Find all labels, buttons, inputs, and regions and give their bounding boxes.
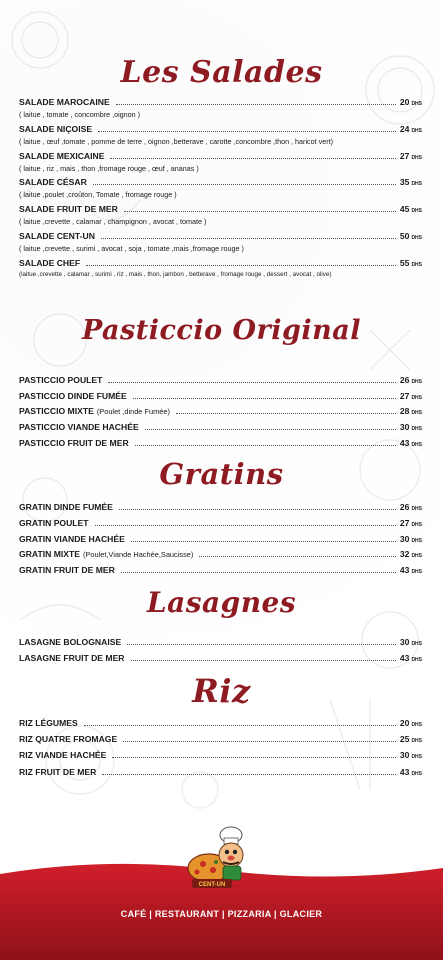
section-title-pasticcio: Pasticcio Original	[81, 315, 362, 346]
dotted-leader	[102, 774, 396, 775]
dotted-leader	[131, 541, 396, 542]
dotted-leader	[84, 725, 396, 726]
menu-item-gratins	[19, 518, 422, 530]
dotted-leader	[123, 741, 396, 742]
menu-item-gratins	[19, 549, 422, 561]
menu-item-name: SALADE CHEF	[19, 257, 81, 268]
menu-item-name: GRATIN DINDE FUMÉE	[19, 502, 113, 512]
menu-item-name: SALADE NIÇOISE	[19, 123, 93, 134]
menu-item-description: (laitue ,crevette , calamar , surimi , riz , mais , thon, jambon , betterave , fromage rouge , dessert , avocat , olive)	[19, 270, 332, 278]
menu-item-name: LASAGNE FRUIT DE MER	[19, 652, 125, 663]
menu-item-line	[19, 549, 422, 561]
menu-item-name: PASTICCIO VIANDE HACHÉE	[19, 422, 139, 433]
currency-label: DHS	[411, 410, 422, 417]
menu-item-price: 24	[399, 123, 410, 134]
menu-item-price: 25	[399, 734, 410, 745]
menu-item-price: 35	[399, 177, 410, 188]
currency-label: DHS	[411, 641, 422, 647]
dotted-leader	[131, 660, 396, 661]
menu-item-line	[19, 438, 422, 450]
menu-item-name: GRATIN MIXTE	[19, 549, 80, 560]
dotted-leader	[176, 413, 396, 414]
menu-item-name: SALADE FRUIT DE MER	[19, 204, 118, 215]
menu-item-name: GRATIN POULET	[19, 517, 89, 528]
dotted-leader	[119, 509, 396, 510]
menu-item-price: 45	[399, 204, 410, 215]
section-title-riz: Riz	[192, 672, 251, 710]
menu-item-description: ( laitue , œuf ,tomate , pomme de terre , oignon ,betterave , carotte ,concombre ,thon , haricot vert)	[19, 136, 334, 146]
menu-item-name: RIZ FRUIT DE MER	[19, 766, 97, 777]
menu-item-riz	[19, 767, 422, 779]
menu-item-price: 30	[399, 750, 410, 761]
currency-label: DHS	[411, 208, 422, 215]
menu-item-line	[19, 97, 422, 109]
currency-label: DHS	[411, 394, 422, 401]
menu-item-lasagnes	[19, 637, 422, 649]
menu-item-note: (Poulet,Viande Hachée,Saucisse)	[82, 550, 194, 560]
menu-item-salades	[19, 151, 422, 173]
menu-item-riz	[19, 734, 422, 746]
menu-item-name: LASAGNE BOLOGNAISE	[19, 637, 122, 647]
menu-item-price: 28	[399, 406, 410, 417]
menu-item-price: 43	[399, 565, 410, 576]
menu-item-line	[19, 406, 422, 418]
menu-item-salades	[19, 124, 422, 146]
dotted-leader	[121, 572, 396, 573]
dotted-leader	[199, 556, 396, 557]
currency-label: DHS	[411, 569, 422, 576]
menu-item-salades	[19, 258, 422, 278]
menu-item-price: 30	[399, 533, 410, 544]
menu-item-description: ( laitue , tomate , concombre ,oignon )	[19, 110, 141, 119]
menu-item-name: PASTICCIO DINDE FUMÉE	[19, 390, 127, 401]
menu-item-gratins	[19, 502, 422, 514]
menu-item-price: 26	[399, 375, 410, 385]
dotted-leader	[133, 398, 396, 399]
currency-label: DHS	[411, 738, 422, 745]
menu-item-price: 55	[399, 257, 410, 268]
menu-item-line	[19, 422, 422, 434]
menu-item-price: 50	[399, 231, 410, 241]
menu-item-line	[19, 565, 422, 577]
menu-item-gratins	[19, 534, 422, 546]
menu-item-name: PASTICCIO POULET	[19, 375, 103, 385]
menu-item-name: GRATIN FRUIT DE MER	[19, 565, 115, 576]
menu-item-name: SALADE CÉSAR	[19, 177, 87, 188]
menu-item-line	[19, 502, 422, 514]
dotted-leader	[108, 382, 395, 383]
dotted-leader	[98, 131, 396, 132]
menu-item-price: 43	[399, 766, 410, 777]
currency-label: DHS	[411, 506, 422, 512]
dotted-leader	[95, 525, 396, 526]
menu-item-price: 30	[399, 637, 410, 647]
menu-item-line	[19, 204, 422, 216]
dotted-leader	[86, 265, 396, 266]
currency-label: DHS	[411, 521, 422, 528]
menu-item-salades	[19, 97, 422, 119]
menu-item-pasticcio	[19, 406, 422, 418]
chef-logo	[183, 822, 253, 892]
currency-label: DHS	[411, 127, 422, 134]
menu-item-price: 30	[399, 422, 410, 433]
menu-item-price: 27	[399, 390, 410, 401]
menu-item-name: RIZ LÉGUMES	[19, 718, 78, 728]
menu-item-pasticcio	[19, 375, 422, 387]
menu-item-line	[19, 734, 422, 746]
menu-item-name: RIZ QUATRE FROMAGE	[19, 734, 118, 745]
menu-item-price: 26	[399, 502, 410, 512]
menu-item-salades	[19, 231, 422, 253]
menu-item-line	[19, 258, 422, 270]
menu-item-price: 27	[399, 150, 410, 161]
menu-item-salades	[19, 177, 422, 199]
currency-label: DHS	[411, 537, 422, 544]
menu-item-salades	[19, 204, 422, 226]
menu-item-price: 43	[399, 437, 410, 448]
menu-item-line	[19, 177, 422, 189]
menu-item-line	[19, 375, 422, 387]
menu-item-line	[19, 534, 422, 546]
section-title-salades: Les Salades	[120, 55, 323, 90]
menu-item-description: ( laitue ,crevette , surimi , avocat , soja , tomate ,mais ,fromage rouge )	[19, 244, 244, 253]
currency-label: DHS	[411, 379, 422, 385]
menu-item-name: SALADE CENT-UN	[19, 231, 95, 241]
menu-item-description: ( laitue ,poulet ,croûton, Tomate , fromage rouge )	[19, 190, 177, 200]
dotted-leader	[101, 238, 396, 239]
menu-item-pasticcio	[19, 422, 422, 434]
menu-item-price: 27	[399, 517, 410, 528]
menu-item-riz	[19, 718, 422, 730]
currency-label: DHS	[411, 770, 422, 777]
currency-label: DHS	[411, 235, 422, 241]
menu-item-line	[19, 750, 422, 762]
currency-label: DHS	[411, 553, 422, 560]
section-title-lasagnes: Lasagnes	[146, 586, 297, 619]
menu-item-name: PASTICCIO MIXTE	[19, 406, 94, 417]
menu-item-line	[19, 391, 422, 403]
menu-item-name: GRATIN VIANDE HACHÉE	[19, 533, 125, 544]
menu-item-name: PASTICCIO FRUIT DE MER	[19, 437, 129, 448]
logo-text: CENT-UN	[198, 882, 226, 888]
footer-tagline: CAFÉ | RESTAURANT | PIZZARIA | GLACIER	[120, 909, 323, 919]
menu-item-name: SALADE MEXICAINE	[19, 150, 105, 161]
currency-label: DHS	[411, 722, 422, 728]
dotted-leader	[116, 104, 396, 105]
dotted-leader	[112, 757, 395, 758]
currency-label: DHS	[411, 154, 422, 161]
menu-item-gratins	[19, 565, 422, 577]
dotted-leader	[145, 429, 396, 430]
menu-item-line	[19, 653, 422, 665]
menu-item-pasticcio	[19, 391, 422, 403]
menu-item-line	[19, 124, 422, 136]
menu-item-line	[19, 518, 422, 530]
menu-item-line	[19, 718, 422, 730]
menu-item-line	[19, 231, 422, 243]
menu-item-price: 32	[399, 549, 410, 560]
currency-label: DHS	[411, 754, 422, 761]
menu-item-lasagnes	[19, 653, 422, 665]
menu-item-line	[19, 767, 422, 779]
menu-item-name: SALADE MAROCAINE	[19, 97, 110, 107]
menu-item-line	[19, 151, 422, 163]
dotted-leader	[110, 158, 395, 159]
menu-item-riz	[19, 750, 422, 762]
menu-item-pasticcio	[19, 438, 422, 450]
currency-label: DHS	[411, 181, 422, 188]
menu-item-price: 20	[399, 718, 410, 728]
dotted-leader	[135, 445, 396, 446]
menu-item-description: ( laitue , riz , mais , thon ,fromage rouge , œuf , ananas )	[19, 163, 199, 173]
menu-item-price: 20	[399, 97, 410, 107]
currency-label: DHS	[411, 426, 422, 433]
dotted-leader	[93, 184, 396, 185]
menu-item-note: (Poulet ,dinde Fumée)	[96, 407, 170, 417]
currency-label: DHS	[411, 441, 422, 448]
menu-item-price: 43	[399, 652, 410, 663]
currency-label: DHS	[411, 101, 422, 107]
menu-item-line	[19, 637, 422, 649]
dotted-leader	[124, 211, 396, 212]
menu-item-name: RIZ VIANDE HACHÉE	[19, 750, 107, 761]
dotted-leader	[127, 644, 396, 645]
currency-label: DHS	[411, 656, 422, 663]
section-title-gratins: Gratins	[159, 457, 284, 491]
menu-item-description: ( laitue ,crevette , calamar , champignon , avocat , tomate )	[19, 217, 207, 227]
currency-label: DHS	[411, 261, 422, 268]
